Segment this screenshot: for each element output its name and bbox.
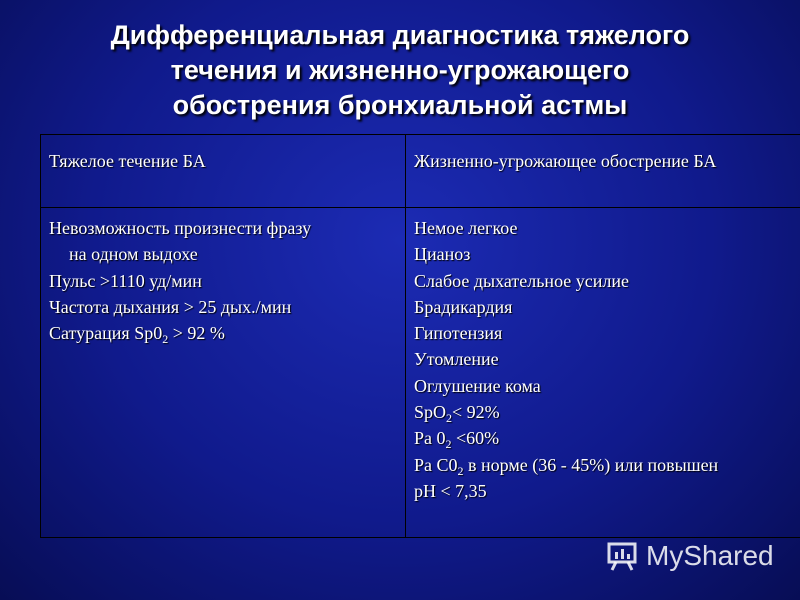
list-item: Гипотензия: [414, 323, 503, 344]
list-item: Невозможность произнести фразу: [49, 218, 312, 238]
title-line-2: течения и жизненно-угрожающего: [170, 55, 630, 85]
item-text: Pa C0: [414, 454, 458, 475]
table-column-severe: [41, 135, 405, 537]
list-item: [414, 399, 797, 425]
list-item: Брадикардия: [414, 296, 513, 317]
item-text: в норме (36 - 45%) или повышен: [463, 454, 719, 475]
item-text: SpO: [414, 402, 447, 423]
table-column-life-threatening: [405, 135, 800, 537]
list-item: [414, 452, 797, 478]
item-text: Pa 0: [414, 428, 446, 449]
subscript: 2: [446, 411, 453, 426]
item-text: <60%: [451, 428, 500, 449]
list-item: на одном выдохе: [69, 244, 198, 265]
list-item: Слабое дыхательное усилие: [414, 270, 629, 291]
list-item: Пульс >1110 уд/мин: [49, 270, 202, 291]
list-item: [414, 425, 797, 451]
table-header-row: [41, 135, 405, 208]
title-line-3: обострения бронхиальной астмы: [172, 90, 628, 120]
item-text: < 92%: [452, 402, 500, 423]
life-threatening-signs-list: [414, 215, 797, 504]
diagnosis-table: [40, 134, 800, 538]
slide-title: [20, 18, 780, 123]
list-item: Утомление: [414, 349, 499, 370]
list-item: pH < 7,35: [414, 480, 487, 501]
presentation-board-icon: [606, 539, 640, 573]
item-text: > 92 %: [168, 323, 225, 344]
watermark-text: MyShared: [646, 540, 774, 571]
item-text: Сатурация Sp0: [49, 323, 163, 344]
table-header-row: [406, 135, 800, 208]
list-item: [49, 320, 401, 346]
header-severe-course: Тяжелое течение БА: [49, 151, 206, 171]
severe-signs-list: [49, 215, 401, 346]
subscript: 2: [445, 437, 452, 452]
watermark-logo: [606, 536, 781, 576]
subscript: 2: [457, 463, 464, 478]
list-item: Цианоз: [414, 244, 471, 265]
subscript: 2: [162, 332, 169, 347]
header-life-threatening: Жизненно-угрожающее обострение БА: [414, 151, 717, 171]
list-item: Частота дыхания > 25 дых./мин: [49, 296, 292, 317]
list-item: Оглушение кома: [414, 375, 541, 396]
title-line-1: Дифференциальная диагностика тяжелого: [110, 20, 690, 50]
list-item: Немое легкое: [414, 218, 518, 238]
